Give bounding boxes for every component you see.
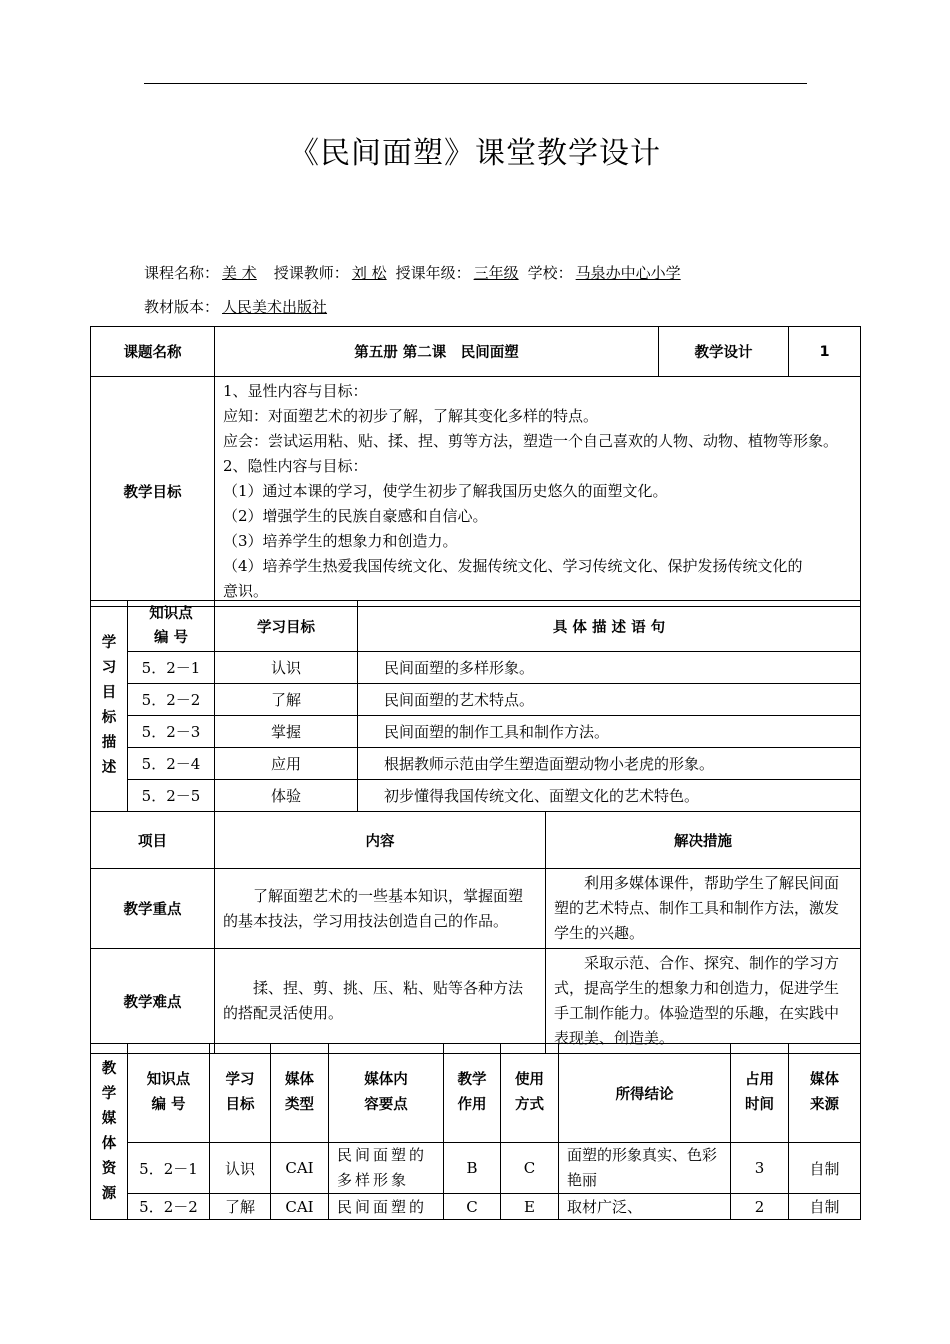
- media-type: CAI: [271, 1143, 329, 1194]
- media-type: CAI: [271, 1194, 329, 1220]
- course-label: 课程名称：: [144, 264, 220, 282]
- media-table: [90, 1043, 861, 1220]
- media-role: B: [444, 1143, 501, 1194]
- topic-label: 课题名称: [91, 327, 215, 377]
- difficulty-label: 教学难点: [91, 949, 215, 1054]
- objectives-side-label: 学习目标描述: [91, 601, 128, 812]
- media-col-goal: 学习 目标: [210, 1044, 271, 1143]
- col-item: 项目: [91, 812, 215, 869]
- col-knowledge-no: 知识点 编 号: [128, 601, 215, 652]
- objective-desc: 民间面塑的多样形象。: [358, 652, 861, 684]
- grade-value: 三年级: [473, 264, 519, 282]
- objective-desc: 初步懂得我国传统文化、面塑文化的艺术特色。: [358, 780, 861, 812]
- media-col-result: 所得结论: [559, 1044, 731, 1143]
- goals-line: （2）增强学生的民族自豪感和自信心。: [223, 507, 488, 525]
- topic-goals-table: [90, 326, 861, 607]
- teacher-label: 授课教师：: [273, 264, 349, 282]
- key-points-table: [90, 811, 861, 1054]
- media-col-mode: 使用 方式: [501, 1044, 559, 1143]
- col-description: 具 体 描 述 语 句: [358, 601, 861, 652]
- course-info-line: [144, 262, 684, 283]
- media-source: 自制: [789, 1194, 861, 1220]
- design-number: 1: [789, 327, 861, 377]
- media-col-knowledge-no: 知识点 编 号: [128, 1044, 210, 1143]
- media-mode: E: [501, 1194, 559, 1220]
- goals-content: [215, 377, 861, 607]
- focus-content: 了解面塑艺术的一些基本知识，掌握面塑的基本技法，学习用技法创造自己的作品。: [215, 869, 546, 949]
- objective-no: 5．2－2: [128, 684, 215, 716]
- objective-desc: 民间面塑的制作工具和制作方法。: [358, 716, 861, 748]
- goals-line: 1、显性内容与目标：: [223, 382, 368, 400]
- media-source: 自制: [789, 1143, 861, 1194]
- objectives-table: [90, 600, 861, 812]
- media-col-time: 占用 时间: [731, 1044, 789, 1143]
- objective-no: 5．2－4: [128, 748, 215, 780]
- col-learning-goal: 学习目标: [215, 601, 358, 652]
- objective-no: 5．2－3: [128, 716, 215, 748]
- topic-value: 第五册 第二课 民间面塑: [215, 327, 659, 377]
- media-time: 2: [731, 1194, 789, 1220]
- focus-label: 教学重点: [91, 869, 215, 949]
- goals-line: 应会：尝试运用粘、贴、揉、捏、剪等方法，塑造一个自己喜欢的人物、动物、植物等形象。: [223, 432, 839, 450]
- goals-label: 教学目标: [91, 377, 215, 607]
- col-content: 内容: [215, 812, 546, 869]
- goals-line: （3）培养学生的想象力和创造力。: [223, 532, 458, 550]
- objective-goal: 体验: [215, 780, 358, 812]
- media-point: 民间面塑的多样形象: [329, 1143, 444, 1194]
- media-side-label: 教学媒体资源: [91, 1044, 128, 1220]
- objective-goal: 认识: [215, 652, 358, 684]
- school-value: 马泉办中心小学: [575, 264, 681, 282]
- header-rule: [144, 83, 807, 84]
- media-goal: 了解: [210, 1194, 271, 1220]
- goals-line: 2、隐性内容与目标：: [223, 457, 368, 475]
- media-col-type: 媒体 类型: [271, 1044, 329, 1143]
- media-no: 5．2－2: [128, 1194, 210, 1220]
- media-no: 5．2－1: [128, 1143, 210, 1194]
- teacher-value: 刘 松: [351, 264, 387, 282]
- media-goal: 认识: [210, 1143, 271, 1194]
- objective-desc: 民间面塑的艺术特点。: [358, 684, 861, 716]
- media-col-source: 媒体 来源: [789, 1044, 861, 1143]
- objective-desc: 根据教师示范由学生塑造面塑动物小老虎的形象。: [358, 748, 861, 780]
- media-mode: C: [501, 1143, 559, 1194]
- page-title: 《民间面塑》课堂教学设计: [289, 136, 661, 171]
- media-result: 取材广泛、: [559, 1194, 731, 1220]
- difficulty-content: 揉、捏、剪、挑、压、粘、贴等各种方法的搭配灵活使用。: [215, 949, 546, 1054]
- difficulty-solution: 采取示范、合作、探究、制作的学习方式，提高学生的想象力和创造力，促进学生手工制作能力。体验造型的乐趣，在实践中表现美、创造美。: [546, 949, 861, 1054]
- goals-line: （1）通过本课的学习，使学生初步了解我国历史悠久的面塑文化。: [223, 482, 668, 500]
- focus-solution: 利用多媒体课件，帮助学生了解民间面塑的艺术特点、制作工具和制作方法，激发学生的兴趣。: [546, 869, 861, 949]
- design-label: 教学设计: [659, 327, 789, 377]
- objective-goal: 掌握: [215, 716, 358, 748]
- edition-label: 教材版本：: [144, 298, 220, 316]
- grade-label: 授课年级：: [395, 264, 471, 282]
- objective-goal: 应用: [215, 748, 358, 780]
- goals-line: （4）培养学生热爱我国传统文化、发掘传统文化、学习传统文化、保护发扬传统文化的: [223, 557, 803, 575]
- objective-no: 5．2－1: [128, 652, 215, 684]
- media-point: 民间面塑的: [329, 1194, 444, 1220]
- media-role: C: [444, 1194, 501, 1220]
- course-value: 美 术: [222, 264, 257, 282]
- school-label: 学校：: [527, 264, 573, 282]
- objective-no: 5．2－5: [128, 780, 215, 812]
- edition-value: 人民美术出版社: [222, 298, 328, 316]
- col-solution: 解决措施: [546, 812, 861, 869]
- goals-line: 意识。: [223, 582, 269, 600]
- media-result: 面塑的形象真实、色彩艳丽: [559, 1143, 731, 1194]
- goals-line: 应知：对面塑艺术的初步了解，了解其变化多样的特点。: [223, 407, 599, 425]
- media-col-point: 媒体内 容要点: [329, 1044, 444, 1143]
- media-time: 3: [731, 1143, 789, 1194]
- objective-goal: 了解: [215, 684, 358, 716]
- media-col-role: 教学 作用: [444, 1044, 501, 1143]
- edition-info-line: [144, 296, 330, 317]
